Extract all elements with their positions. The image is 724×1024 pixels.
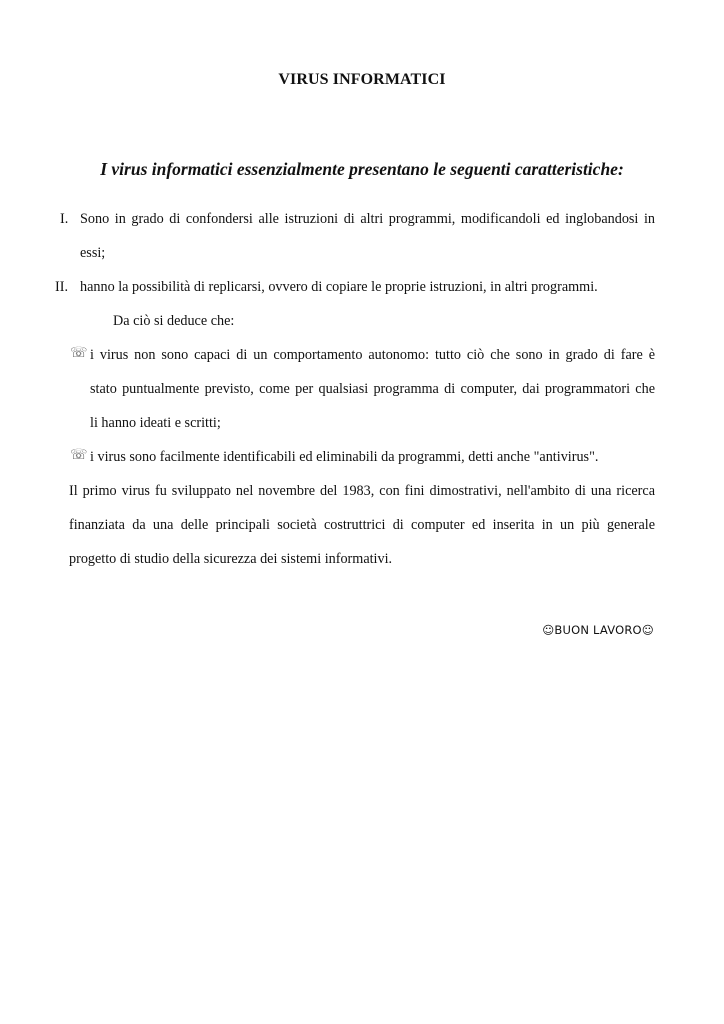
closing-signoff: [542, 623, 654, 637]
document-subtitle: I virus informatici essenzialmente presentano le seguenti caratteristiche:: [100, 159, 624, 179]
bullet-1-line-2: stato puntualmente previsto, come per qualsiasi programma di computer, dai programmatori che: [90, 381, 655, 397]
telephone-icon: ☏: [70, 447, 88, 463]
document-title: VIRUS INFORMATICI: [278, 71, 446, 88]
telephone-icon: ☏: [70, 345, 88, 361]
list-marker-2: II.: [55, 279, 68, 295]
paragraph-line-3: progetto di studio della sicurezza dei sistemi informativi.: [69, 551, 393, 567]
bullet-2-line-1: i virus sono facilmente identificabili ed eliminabili da programmi, detti anche "antivirus".: [90, 449, 599, 465]
list-item-2-line-1: hanno la possibilità di replicarsi, ovvero di copiare le proprie istruzioni, in altri programmi.: [80, 279, 598, 295]
list-item-1-line-2: essi;: [80, 245, 106, 261]
deduction-intro: Da ciò si deduce che:: [113, 313, 235, 329]
paragraph-line-1: Il primo virus fu sviluppato nel novembre del 1983, con fini dimostrativi, nell'ambito di una ricerca: [69, 483, 655, 499]
smiley-icon: ☺: [542, 623, 555, 637]
list-marker-1: I.: [60, 211, 69, 227]
bullet-1-line-1: i virus non sono capaci di un comportamento autonomo: tutto ciò che sono in grado di fare è: [90, 347, 655, 363]
paragraph-line-2: finanziata da una delle principali società costruttrici di computer ed inserita in un più generale: [69, 517, 655, 533]
list-item-1-line-1: Sono in grado di confondersi alle istruzioni di altri programmi, modificandoli ed inglobandosi in: [80, 211, 655, 227]
closing-text: BUON LAVORO: [554, 623, 642, 637]
bullet-1-line-3: li hanno ideati e scritti;: [90, 415, 221, 431]
smiley-icon: ☺: [641, 623, 654, 637]
